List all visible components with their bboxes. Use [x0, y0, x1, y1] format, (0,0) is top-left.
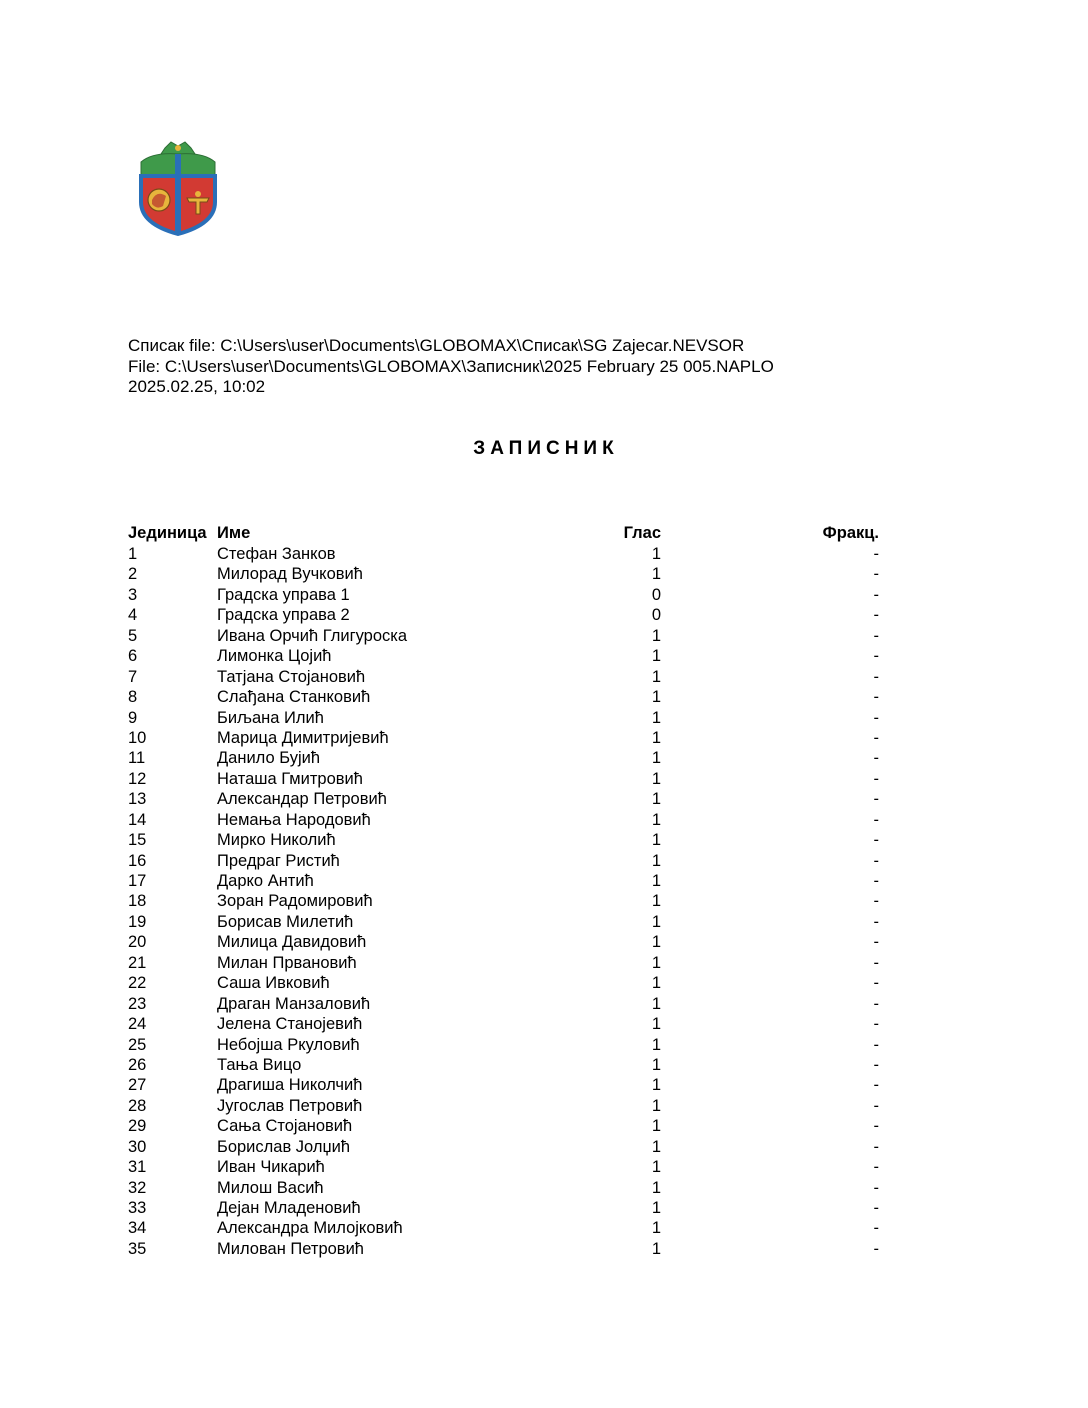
cell-vote: 0 — [651, 606, 661, 625]
cell-unit: 32 — [128, 1178, 147, 1197]
cell-unit: 19 — [128, 912, 147, 931]
cell-unit: 8 — [128, 688, 138, 707]
cell-vote: 1 — [651, 626, 661, 645]
cell-fraction: - — [873, 667, 879, 686]
cell-fraction: - — [873, 831, 879, 850]
cell-unit: 17 — [128, 872, 147, 890]
cell-fraction: - — [873, 647, 879, 666]
cell-unit: 6 — [128, 647, 138, 666]
cell-unit: 5 — [128, 626, 138, 645]
table-row — [128, 891, 888, 911]
table-row — [128, 1239, 888, 1259]
cell-fraction: - — [873, 585, 879, 604]
table-row — [128, 1055, 888, 1075]
cell-fraction: - — [873, 933, 879, 952]
cell-name: Саша Ивковић — [217, 974, 330, 993]
cell-vote: 1 — [651, 1239, 661, 1258]
cell-vote: 1 — [651, 912, 661, 931]
cell-vote: 1 — [651, 545, 661, 563]
cell-fraction: - — [873, 1219, 879, 1238]
cell-name: Југослав Петровић — [217, 1096, 363, 1115]
table-row — [128, 626, 888, 646]
cell-name: Тања Вицо — [217, 1055, 302, 1074]
cell-name: Александра Милојковић — [217, 1219, 403, 1238]
table-row — [128, 708, 888, 728]
cell-name: Александар Петровић — [217, 790, 387, 809]
column-header-name: Име — [217, 524, 251, 542]
table-row — [128, 1116, 888, 1136]
cell-fraction: - — [873, 1199, 879, 1217]
cell-unit: 25 — [128, 1035, 147, 1054]
table-row — [128, 932, 888, 952]
cell-name: Дарко Антић — [217, 872, 314, 890]
cell-unit: 15 — [128, 831, 147, 850]
cell-name: Немања Народовић — [217, 810, 371, 829]
cell-fraction: - — [873, 708, 879, 727]
cell-unit: 27 — [128, 1076, 147, 1095]
cell-vote: 1 — [651, 892, 661, 911]
cell-name: Сања Стојановић — [217, 1117, 353, 1136]
table-row — [128, 585, 888, 605]
table-row — [128, 789, 888, 809]
table-row — [128, 871, 888, 891]
cell-name: Драган Манзаловић — [217, 994, 371, 1013]
table-row — [128, 912, 888, 932]
cell-name: Ивана Орчић Глигуроска — [217, 626, 408, 645]
cell-fraction: - — [873, 994, 879, 1013]
file-path: File: C:\Users\user\Documents\GLOBOMAX\Записник\2025 February 25 005.NAPLO — [128, 356, 774, 376]
cell-name: Небојша Ркуловић — [217, 1035, 360, 1054]
cell-name: Иван Чикарић — [217, 1158, 325, 1177]
cell-vote: 1 — [651, 810, 661, 829]
cell-fraction: - — [873, 688, 879, 707]
table-row — [128, 994, 888, 1014]
file-meta — [128, 336, 774, 398]
cell-vote: 1 — [651, 688, 661, 707]
cell-unit: 14 — [128, 810, 147, 829]
document-datetime: 2025.02.25, 10:02 — [128, 377, 266, 396]
cell-fraction: - — [873, 851, 879, 870]
cell-fraction: - — [873, 606, 879, 625]
table-row — [128, 646, 888, 666]
cell-name: Градска управа 1 — [217, 585, 350, 604]
cell-unit: 26 — [128, 1055, 147, 1074]
cell-vote: 1 — [651, 1076, 661, 1095]
crown-gem — [175, 145, 181, 151]
cell-vote: 1 — [651, 749, 661, 768]
cell-unit: 11 — [128, 749, 146, 768]
cell-vote: 1 — [651, 1055, 661, 1074]
table-row — [128, 748, 888, 768]
cell-name: Татјана Стојановић — [217, 667, 366, 686]
document-title: ЗАПИСНИК — [473, 438, 619, 459]
cell-vote: 1 — [651, 647, 661, 666]
table-row — [128, 1178, 888, 1198]
cell-fraction: - — [873, 749, 879, 768]
cell-unit: 24 — [128, 1015, 147, 1034]
cell-fraction: - — [873, 769, 879, 788]
cell-unit: 20 — [128, 933, 147, 952]
cell-vote: 1 — [651, 1137, 661, 1156]
cell-name: Дејан Младеновић — [217, 1199, 361, 1217]
records-table — [128, 522, 888, 1259]
cell-name: Милица Давидовић — [217, 933, 367, 952]
list-file-path: Списак file: C:\Users\user\Documents\GLOBOMAX\Списак\SG Zajecar.NEVSOR — [128, 336, 745, 355]
column-header-fraction: Фракц. — [822, 524, 879, 542]
cell-fraction: - — [873, 1096, 879, 1115]
table-row — [128, 1014, 888, 1034]
cell-fraction: - — [873, 1158, 879, 1177]
table-header — [128, 522, 888, 544]
cell-unit: 33 — [128, 1199, 147, 1217]
column-header-unit: Јединица — [128, 524, 207, 542]
shield-center-stripe — [175, 154, 181, 232]
cell-unit: 1 — [128, 545, 138, 563]
cell-vote: 1 — [651, 1035, 661, 1054]
table-row — [128, 769, 888, 789]
cell-name: Милош Васић — [217, 1178, 324, 1197]
cell-unit: 2 — [128, 565, 138, 584]
table-row — [128, 1137, 888, 1157]
cell-fraction: - — [873, 1178, 879, 1197]
cell-unit: 9 — [128, 708, 138, 727]
cell-fraction: - — [873, 974, 879, 993]
table-row — [128, 544, 888, 564]
cell-vote: 1 — [651, 933, 661, 952]
cell-unit: 12 — [128, 769, 147, 788]
cell-vote: 1 — [651, 769, 661, 788]
cell-vote: 1 — [651, 872, 661, 890]
cell-fraction: - — [873, 810, 879, 829]
cell-unit: 23 — [128, 994, 147, 1013]
table-row — [128, 830, 888, 850]
cell-name: Лимонка Цојић — [217, 647, 332, 666]
cell-fraction: - — [873, 565, 879, 584]
cell-unit: 18 — [128, 892, 147, 911]
cell-unit: 34 — [128, 1219, 147, 1238]
cell-fraction: - — [873, 953, 879, 972]
cell-unit: 31 — [128, 1158, 147, 1177]
cell-unit: 10 — [128, 728, 147, 747]
cell-unit: 21 — [128, 953, 147, 972]
cell-vote: 1 — [651, 1158, 661, 1177]
cell-vote: 0 — [651, 585, 661, 604]
cell-name: Стефан Занков — [217, 545, 336, 563]
cell-fraction: - — [873, 545, 879, 563]
cell-fraction: - — [873, 1035, 879, 1054]
cell-name: Милорад Вучковић — [217, 565, 363, 584]
cell-name: Наташа Гмитровић — [217, 769, 363, 788]
table-row — [128, 1218, 888, 1238]
cell-fraction: - — [873, 1076, 879, 1095]
table-body — [128, 544, 888, 1259]
cell-fraction: - — [873, 1055, 879, 1074]
cell-name: Милан Првановић — [217, 953, 357, 972]
cell-vote: 1 — [651, 851, 661, 870]
cell-vote: 1 — [651, 1219, 661, 1238]
cell-unit: 22 — [128, 974, 147, 993]
table-row — [128, 564, 888, 584]
table-row — [128, 1035, 888, 1055]
column-header-vote: Глас — [623, 524, 661, 542]
cell-vote: 1 — [651, 831, 661, 850]
cell-name: Мирко Николић — [217, 831, 336, 850]
cell-fraction: - — [873, 728, 879, 747]
cell-name: Борислав Јолџић — [217, 1137, 350, 1156]
table-row — [128, 1157, 888, 1177]
cell-unit: 7 — [128, 667, 138, 686]
cell-name: Градска управа 2 — [217, 606, 350, 625]
cell-name: Зоран Радомировић — [217, 892, 373, 911]
cell-fraction: - — [873, 1137, 879, 1156]
table-row — [128, 973, 888, 993]
cell-vote: 1 — [651, 728, 661, 747]
cell-vote: 1 — [651, 1199, 661, 1217]
table-row — [128, 810, 888, 830]
cell-vote: 1 — [651, 1117, 661, 1136]
cell-unit: 30 — [128, 1137, 147, 1156]
cell-fraction: - — [873, 1239, 879, 1258]
cell-name: Предраг Ристић — [217, 851, 340, 870]
cell-name: Јелена Станојевић — [217, 1015, 363, 1034]
cell-vote: 1 — [651, 708, 661, 727]
table-row — [128, 1198, 888, 1218]
cell-unit: 16 — [128, 851, 147, 870]
cell-fraction: - — [873, 1117, 879, 1136]
cell-fraction: - — [873, 790, 879, 809]
table-row — [128, 687, 888, 707]
cell-vote: 1 — [651, 1015, 661, 1034]
cell-name: Данило Бујић — [217, 749, 321, 768]
cell-vote: 1 — [651, 1178, 661, 1197]
table-row — [128, 1075, 888, 1095]
cell-fraction: - — [873, 892, 879, 911]
cell-vote: 1 — [651, 953, 661, 972]
cell-name: Биљана Илић — [217, 708, 324, 727]
cell-unit: 13 — [128, 790, 147, 809]
cell-vote: 1 — [651, 974, 661, 993]
cell-vote: 1 — [651, 994, 661, 1013]
cell-vote: 1 — [651, 790, 661, 809]
cell-name: Марица Димитријевић — [217, 728, 389, 747]
cell-name: Борисав Милетић — [217, 912, 354, 931]
table-row — [128, 851, 888, 871]
cell-unit: 29 — [128, 1117, 147, 1136]
table-row — [128, 667, 888, 687]
cell-name: Драгиша Николчић — [217, 1076, 363, 1095]
cell-unit: 28 — [128, 1096, 147, 1115]
cell-fraction: - — [873, 1015, 879, 1034]
cell-unit: 4 — [128, 606, 138, 625]
cell-name: Милован Петровић — [217, 1239, 364, 1258]
cell-vote: 1 — [651, 565, 661, 584]
cell-fraction: - — [873, 626, 879, 645]
cell-vote: 1 — [651, 667, 661, 686]
table-row — [128, 728, 888, 748]
cell-unit: 3 — [128, 585, 138, 604]
table-row — [128, 953, 888, 973]
cell-vote: 1 — [651, 1096, 661, 1115]
cell-name: Слађана Станковић — [217, 688, 371, 707]
cell-fraction: - — [873, 872, 879, 890]
cell-unit: 35 — [128, 1239, 147, 1258]
table-row — [128, 605, 888, 625]
cell-fraction: - — [873, 912, 879, 931]
table-row — [128, 1096, 888, 1116]
coat-of-arms-icon — [133, 140, 223, 236]
